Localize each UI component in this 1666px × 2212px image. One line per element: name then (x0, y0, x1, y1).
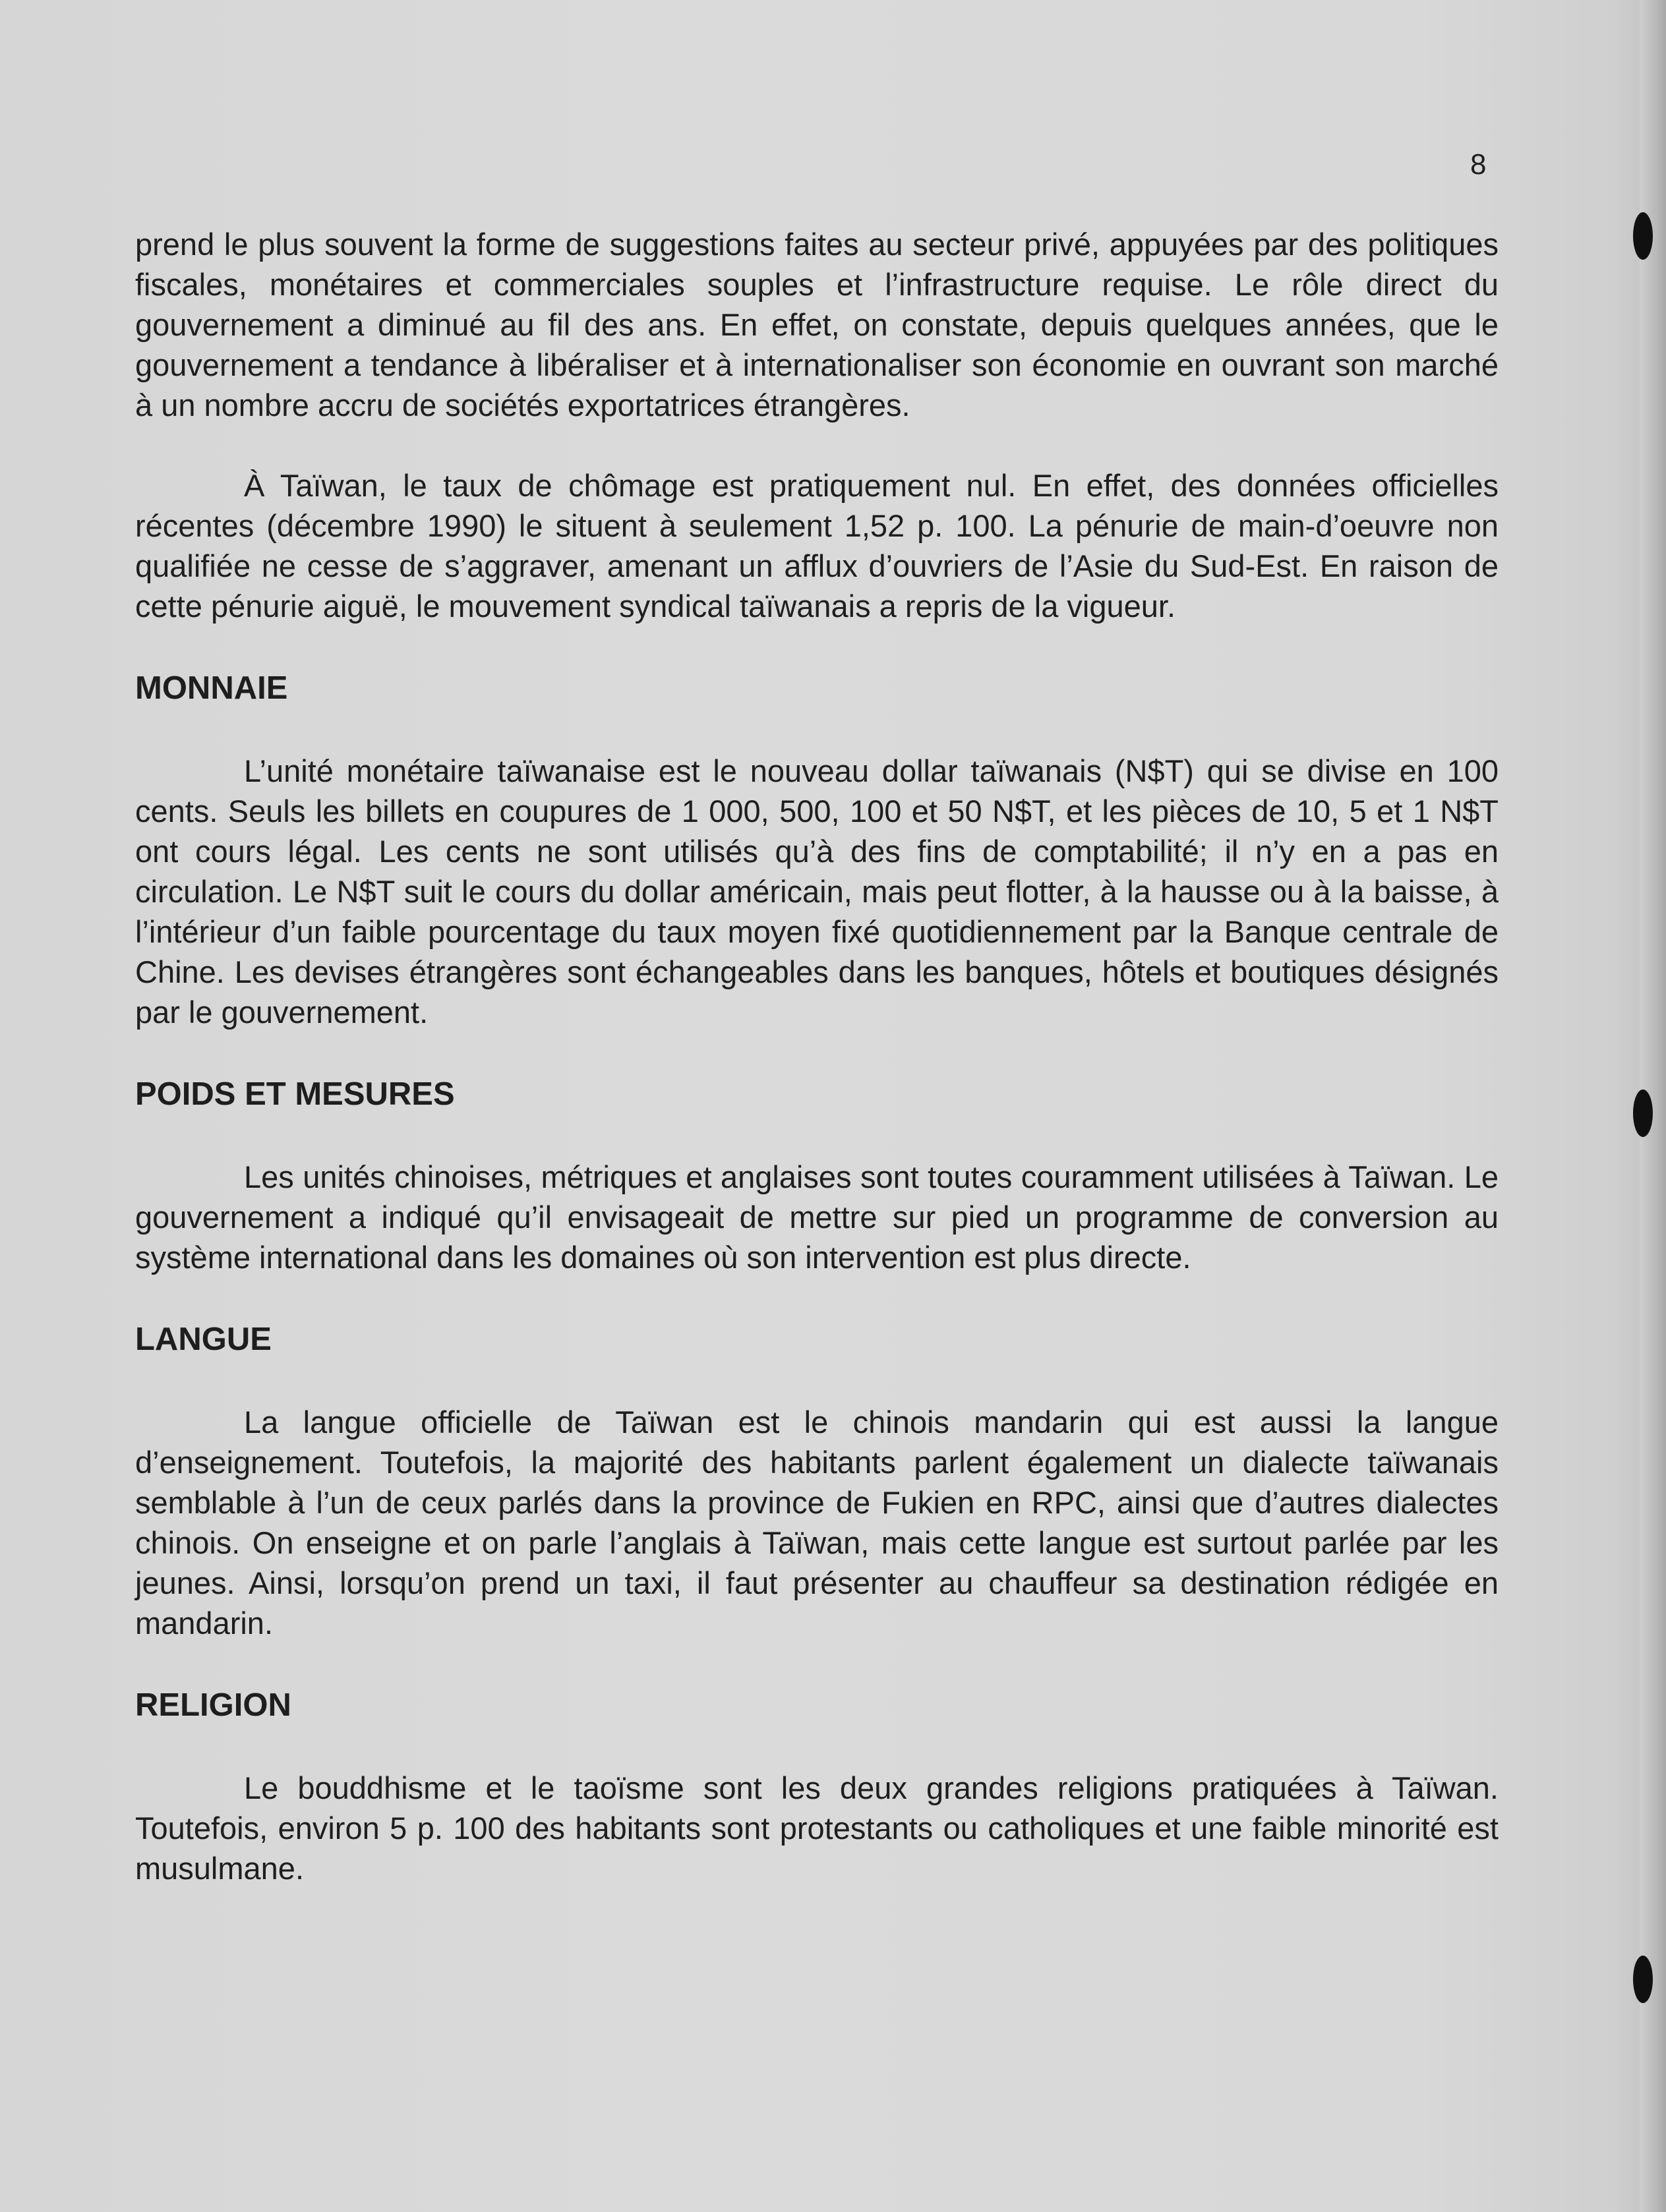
binder-hole-bottom (1633, 1956, 1653, 2003)
paragraph-policy: prend le plus souvent la forme de suggestions faites au secteur privé, appuyées par des politiques fiscales, monétaires et commerciales souples et l’infrastructure requise. Le rôle direct du gouvernement a diminué au fil des ans. En effet, on constate, depuis quelques années, que le gouvernement a tendance à libéraliser et à internationaliser son économie en ouvrant son marché à un nombre accru de sociétés exportatrices étrangères. (135, 227, 1499, 422)
binder-hole-middle (1633, 1090, 1653, 1137)
binder-hole-top (1633, 212, 1653, 260)
paragraph-religion: Le bouddhisme et le taoïsme sont les deux grandes religions pratiquées à Taïwan. Toutefois, environ 5 p. 100 des habitants sont protestants ou catholiques et une faible minorité est musulmane. (135, 1770, 1499, 1886)
paragraph-langue: La langue officielle de Taïwan est le chinois mandarin qui est aussi la langue d’enseignement. Toutefois, la majorité des habitants parlent également un dialecte taïwanais semblable à l’un de ceux parlés dans la province de Fukien en RPC, ainsi que d’autres dialectes chinois. On enseigne et on parle l’anglais à Taïwan, mais cette langue est surtout parlée par les jeunes. Ainsi, lorsqu’on prend un taxi, il faut présenter au chauffeur sa destination rédigée en mandarin. (135, 1405, 1499, 1641)
paragraph-unemployment: À Taïwan, le taux de chômage est pratiquement nul. En effet, des données officielles récentes (décembre 1990) le situent à seulement 1,52 p. 100. La pénurie de main-d’oeuvre non qualifiée ne cesse de s’aggraver, amenant un afflux d’ouvriers de l’Asie du Sud-Est. En raison de cette pénurie aiguë, le mouvement syndical taïwanais a repris de la vigueur. (135, 468, 1499, 624)
paragraph-poids-mesures: Les unités chinoises, métriques et anglaises sont toutes couramment utilisées à Taïwan. Le gouvernement a indiqué qu’il envisageait de mettre sur pied un programme de conversion au système international dans les domaines où son intervention est plus directe. (135, 1159, 1499, 1275)
heading-monnaie: MONNAIE (135, 670, 288, 706)
heading-poids-mesures: POIDS ET MESURES (135, 1076, 455, 1112)
document-body (135, 224, 1499, 1888)
heading-religion: RELIGION (135, 1687, 291, 1723)
page-number: 8 (1470, 148, 1487, 181)
paragraph-monnaie: L’unité monétaire taïwanaise est le nouveau dollar taïwanais (N$T) qui se divise en 100 cents. Seuls les billets en coupures de 1 000, 500, 100 et 50 N$T, et les pièces de 10, 5 et 1 N$T ont cours légal. Les cents ne sont utilisés qu’à des fins de comptabilité; il n’y en a pas en circulation. Le N$T suit le cours du dollar américain, mais peut flotter, à la hausse ou à la baisse, à l’intérieur d’un faible pourcentage du taux moyen fixé quotidiennement par la Banque centrale de Chine. Les devises étrangères sont échangeables dans les banques, hôtels et boutiques désignés par le gouvernement. (135, 753, 1499, 1030)
heading-langue: LANGUE (135, 1322, 272, 1357)
